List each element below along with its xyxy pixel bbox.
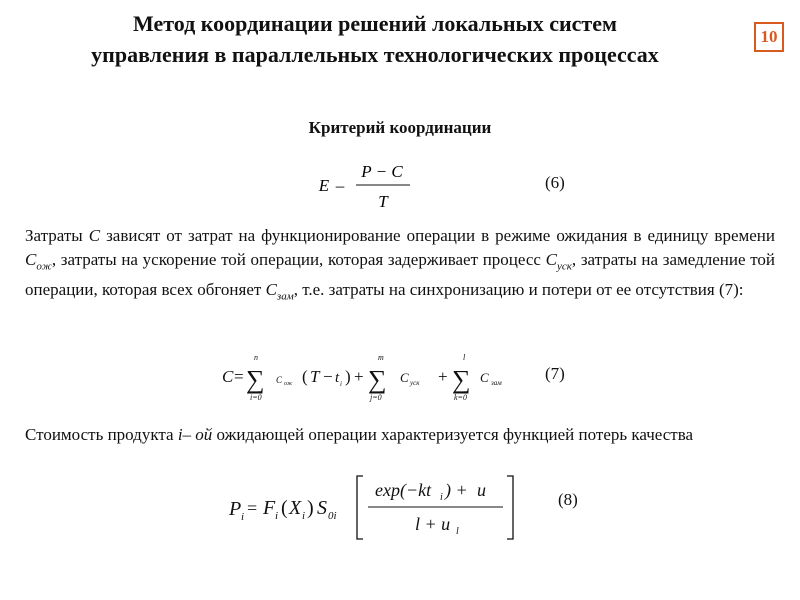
p1-c: C (88, 226, 101, 245)
page-number-badge (754, 22, 784, 52)
paragraph-costs (25, 224, 775, 309)
p1-text-3: , затраты на ускорение той операции, которая задерживает процесс (51, 250, 546, 269)
eq6-number: (6) (545, 173, 565, 192)
p1-c-usk: C (545, 250, 557, 269)
svg-text:k=0: k=0 (454, 393, 467, 402)
svg-text:m: m (378, 353, 384, 362)
svg-text:i=0: i=0 (250, 393, 262, 402)
svg-text:(: ( (281, 497, 288, 519)
page-number: 10 (760, 27, 778, 46)
svg-text:+: + (354, 367, 364, 386)
svg-text:): ) (307, 497, 314, 519)
p1-text-2: зависят от затрат на функционирование операции в режиме ожидания в единицу времени (100, 226, 775, 245)
svg-text:ож: ож (284, 381, 293, 387)
svg-text:i: i (440, 492, 443, 503)
svg-text:∑: ∑ (368, 365, 387, 394)
eq7-number: (7) (545, 364, 565, 383)
p1-text-5: , т.е. затраты на синхронизацию и потери от ее отсутствия (7): (293, 280, 744, 300)
svg-text:C: C (276, 375, 283, 385)
eq6-lhs: E (318, 176, 330, 195)
p1-text-1: Затраты (25, 226, 89, 245)
equation-7 (218, 350, 518, 406)
svg-text:T: T (310, 367, 320, 386)
svg-text:) +: ) + (445, 480, 468, 500)
p1-c-zam: C (265, 280, 277, 300)
eq6-numerator: P − C (361, 162, 403, 181)
svg-text:S: S (317, 497, 327, 519)
slide-title (0, 8, 750, 70)
svg-text:0i: 0i (328, 510, 337, 522)
section-subtitle: Критерий координации (308, 118, 492, 137)
eq6-equals: – (335, 176, 345, 195)
svg-text:C: C (222, 367, 234, 386)
svg-text:F: F (263, 497, 276, 519)
svg-text:l + u: l + u (415, 514, 451, 534)
svg-text:зам: зам (491, 379, 502, 387)
svg-text:i: i (275, 510, 279, 522)
p2-i-oy: i– ой (177, 425, 213, 444)
svg-text:i: i (241, 511, 245, 523)
p1-sub-usk: уск (556, 260, 572, 273)
svg-text:l: l (463, 353, 466, 362)
eq8-number: (8) (558, 490, 578, 509)
p1-c-ozh: C (25, 250, 37, 269)
eq8-left-bracket (357, 476, 363, 539)
equation-6 (300, 155, 430, 213)
p2-text-2: ожидающей операции характеризуется функцией потерь качества (212, 425, 694, 444)
equation-8 (225, 473, 525, 543)
svg-text:+: + (438, 367, 448, 386)
svg-text:=: = (247, 498, 258, 518)
p1-text-4: , затраты на замедление той операции, которая всех обгоняет (25, 250, 776, 300)
svg-text:i: i (340, 380, 342, 388)
svg-text:∑: ∑ (246, 365, 265, 394)
p1-sub-zam: зам (276, 290, 294, 303)
svg-text:t: t (335, 370, 340, 386)
title-line-2: управления в параллельных технологических процессах (91, 42, 659, 67)
eq8-right-bracket (507, 476, 513, 539)
svg-text:P: P (229, 498, 242, 520)
svg-text:): ) (345, 367, 351, 386)
svg-text:i: i (302, 510, 306, 522)
svg-text:∑: ∑ (452, 365, 471, 394)
svg-text:(: ( (302, 367, 308, 386)
svg-text:уск: уск (410, 379, 420, 387)
svg-text:exp(−kt: exp(−kt (375, 480, 432, 500)
p2-text-1: Стоимость продукта (25, 425, 178, 444)
p1-sub-ozh: ож (36, 260, 52, 273)
svg-text:u: u (477, 480, 486, 500)
eq6-denominator: T (378, 192, 388, 211)
svg-text:=: = (234, 367, 244, 386)
svg-text:X: X (289, 497, 302, 519)
paragraph-cost-function (25, 423, 775, 447)
svg-text:l: l (456, 526, 459, 537)
title-line-1: Метод координации решений локальных систем (133, 11, 617, 36)
svg-text:j=0: j=0 (370, 393, 382, 402)
svg-text:−: − (323, 367, 333, 386)
svg-text:C: C (480, 370, 489, 385)
svg-text:C: C (400, 370, 409, 385)
svg-text:n: n (254, 353, 258, 362)
